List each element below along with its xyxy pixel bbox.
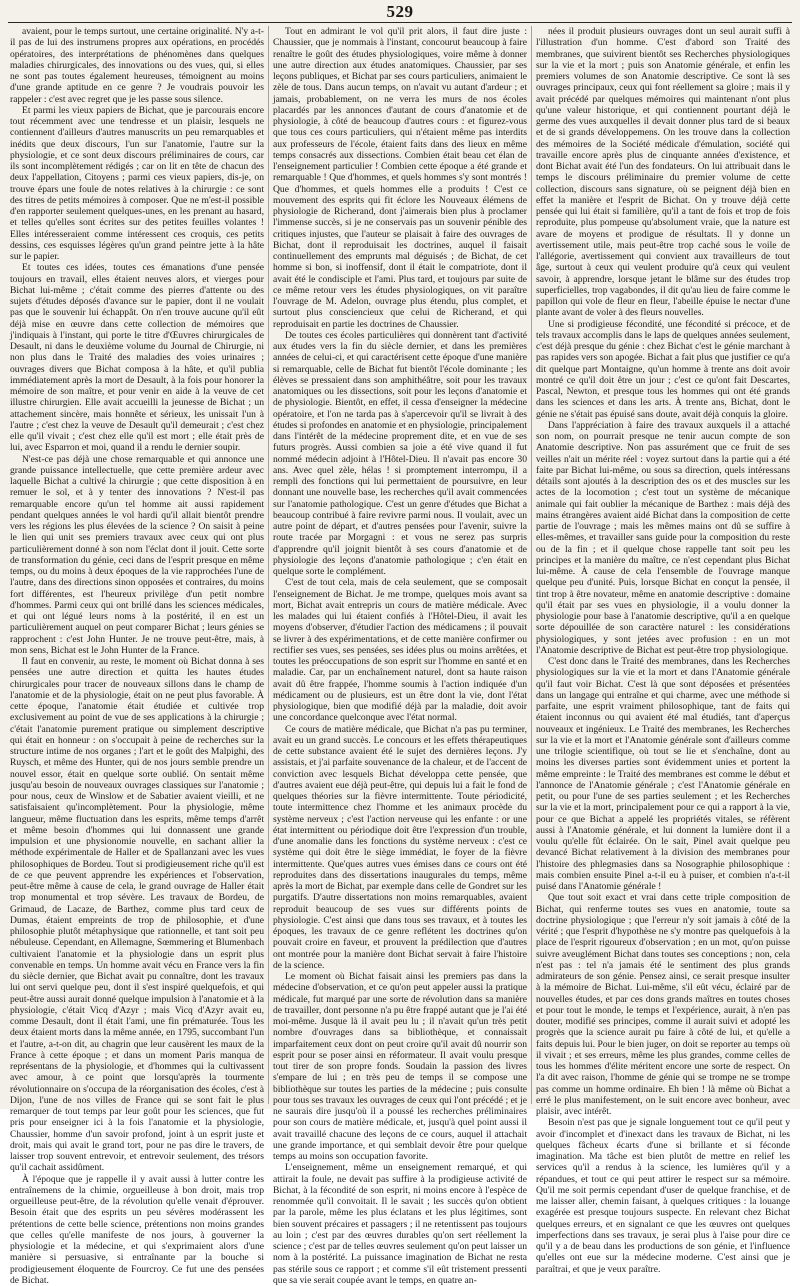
paragraph: Le moment où Bichat faisait ainsi les premiers pas dans la médecine d'observation, et ce qu'on peut appeler aussi la pratique médicale, fut marqué par une sorte de révolution dans sa manière de travailler, dont personne n'a pu être frappé autant que je l'ai été moi-même. Jusque là il avait peu lu ; il n'avait qu'un très petit nombre d'ouvrages dans sa bibliothèque, et connaissait imparfaitement ceux dont on peut croire qu'il avait dû nourrir son esprit pour se poser ainsi en réformateur. Il avait voulu presque tout tirer de son propre fonds. Soudain la passion des livres s'empare de lui ; en très peu de temps il se compose une bibliothèque sur toutes les parties de la médecine ; puis consulte pour tous ses travaux les ouvrages de ceux qui l'ont précédé ; et je ne saurais dire jusqu'où il a poussé les recherches préliminaires pour son cours de matière médicale, et, jusqu'à quel point aussi il avait travaillé chacune des leçons de ce cours, auquel il attachait une grande importance, et qui semblait devoir être pour quelque temps au moins son occupation favorite.: [273, 971, 527, 1162]
paragraph: Besoin n'est pas que je signale longuement tout ce qu'il peut y avoir d'incomplet et d'inexact dans les travaux de Bichat, ni les quelques fâcheux écarts d'une si brillante et si féconde imagination. Ma tâche est bien plutôt de mettre en relief les services qu'il a rendus à la science, les lumières qu'il y a répandues, et tout ce qui peut attirer le respect sur sa mémoire. Qu'il me soit permis cependant d'user de quelque franchise, et de me laisser aller, chemin faisant, à quelques critiques : la louange exagérée est presque toujours suspecte. En relevant chez Bichat quelques erreurs, et en signalant ce que les œuvres ont quelques imperfections dans ses travaux, je serai plus à l'aise pour dire ce qu'il y a de beau dans les productions de son génie, et l'influence qu'elles ont eue sur la médecine moderne. C'est ainsi que je paraîtrai, et que je veux paraître.: [536, 1117, 790, 1275]
paragraph: Une si prodigieuse fécondité, une fécondité si précoce, et de tels travaux accomplis dans le laps de quelques années seulement, c'est déjà presque du génie : chez Bichat c'est le génie marchant à pas rapides vers son apogée. Bichat a fait plus que justifier ce qu'a dit quelque part Montaigne, qu'un homme à trente ans doit avoir montré ce qu'il doit être un jour ; c'est ce qu'ont fait Descartes, Pascal, Newton, et presque tous les hommes qui ont été grands dans les sciences et dans les arts. À trente ans, Bichat, dont le génie ne s'était pas épuisé sans doute, avait déjà conquis la gloire.: [536, 319, 790, 420]
column-divider: [268, 26, 269, 1104]
paragraph: L'enseignement, même un enseignement remarqué, et qui attirait la foule, ne devait pas suffire à la prodigieuse activité de Bichat, à la fécondité de son esprit, ni moins encore à l'espèce de renommée qu'il convoitait. Il le savait ; les succès qu'on obtient par la parole, même les plus éclatans et les plus légitimes, sont bien souvent précaires et passagers ; il ne retentissent pas toujours au loin ; c'est par des œuvres durables qu'on sert réellement la science ; c'est par de telles œuvres seulement qu'on peut laisser un nom à la postérité. La puissance imagination de Bichat ne resta pas stérile sous ce rapport ; et comme s'il eût tristement pressenti que sa vie serait coupée avant le temps, en quatre an-: [273, 1162, 527, 1286]
paragraph: nées il produit plusieurs ouvrages dont un seul aurait suffi à l'illustration d'un homme. C'est d'abord son Traité des membranes, que suivirent bientôt ses Recherches physiologiques sur la vie et la mort ; puis son Anatomie générale, et enfin les premiers volumes de son Anatomie descriptive. Ce sont là ses ouvrages principaux, ceux qui font réellement sa gloire ; mais il y avait précédé par quelques mémoires qui maintenant n'ont plus qu'une valeur historique, et qui contiennent pourtant déjà le germe des vues auxquelles il devait donner plus tard de si beaux et de si grands développemens. On les trouve dans la collection des mémoires de la Société médicale d'émulation, société qui travaille encore après plus de cinquante années d'existence, et dont Bichat avait été l'un des fondateurs. On lui attribuait dans le temps le discours préliminaire du premier volume de cette collection, discours sans signature, où se peignent déjà bien en effet la manière et l'esprit de Bichat. On y trouve déjà cette pensée qui lui était si familière, qu'il a tant de fois et trop de fois reproduite, plus pompeuse qu'absolument vraie, que la nature est avare de moyens et prodigue de résultats. Il y donne un avertissement utile, mais peut-être trop caché sous le voile de l'allégorie, avertissement qui convient aux travailleurs de tout âge, surtout à ceux qui veulent produire qu'à ceux qui veulent savoir, à apprendre, lorsque jetant le blâme sur des études trop superficielles, trop vagabondes, il dit qu'au lieu de faire comme le papillon qui vole de fleur en fleur, l'abeille épuise le nectar d'une plante avant de voler à des fleurs nouvelles.: [536, 26, 790, 319]
paragraph: C'est de tout cela, mais de cela seulement, que se composait l'enseignement de Bichat. Je me trompe, quelques mois avant sa mort, Bichat avait entrepris un cours de matière médicale. Avec les malades qui lui étaient confiés à l'Hôtel-Dieu, il avait les moyens d'observer, d'étudier l'action des médicamens ; il pouvait se livrer à des expérimentations, et de cette manière confirmer ou rectifier ses vues, ses pensées, ses idées plus ou moins arrêtées, et toutes les préoccupations de son esprit sur l'homme en santé et en maladie. Car, par un enchaînement naturel, dont sa haute raison avait dû être frappée, l'homme soumis à l'action indiquée d'un médicament ou de plusieurs, est un être dont la vie, dont l'état physiologique, bien que modifié déjà par la maladie, doit avoir une concordance quelconque avec l'état normal.: [273, 577, 527, 723]
text-column-right: [536, 26, 790, 1104]
page-number: 529: [0, 2, 800, 22]
paragraph: Ce cours de matière médicale, que Bichat n'a pas pu terminer, avait eu un grand succès. Le concours et les effets thérapeutiques de cette substance avaient été le sujet des dernières leçons. J'y assistais, et j'ai parfaite souvenance de la chaleur, et de l'accent de conviction avec lesquels Bichat développa cette pensée, que d'autres avaient eue déjà peut-être, qui depuis lui a fait le fond de quelques théories sur la fièvre intermittente. Toute périodicité, toute intermittence chez l'homme et les animaux procède du système nerveux ; c'est l'action nerveuse qui les enfante : or une état intermittent ou périodique doit être l'expression d'un trouble, d'une anomalie dans les fonctions du système nerveux : c'est ce système qui doit être le siège immédiat, le foyer de la fièvre intermittente. Que'ques autres vues émises dans ce cours ont été reproduites dans des dissertations inaugurales du temps, même après la mort de Bichat, par exemple dans celle de Gondret sur les purgatifs. D'autre dissertations non moins remarquables, avaient reproduit beaucoup de ses vues sur différents points de physiologie. C'est ainsi que dans tous ses travaux, et à toutes les époques, les travaux de ce genre reflétent les doctrines qu'on pouvait croire en faveur, et prouvent la prédilection que d'autres ont montrée pour la manière dont Bichat servait à faire l'histoire de la science.: [273, 724, 527, 972]
paragraph: À l'époque que je rappelle il y avait aussi à lutter contre les entraînemens de la chimie, orgueilleuse à bon droit, mais trop orgueilleuse peut-être, de la révolution qu'elle venait d'éprouver. Besoin était que des esprits un peu sévères modérassent les prétentions de cette belle science, prétentions non moins grandes que celles qu'elle manifeste de nos jours, à gouverner la physiologie et la médecine, et qui s'exprimaient alors d'une manière si persuasive, si entraînante par la bouche si prodigieusement éloquente de Fourcroy. Ce fut une des pensées de Bichat.: [10, 1174, 264, 1286]
paragraph: C'est donc dans le Traité des membranes, dans les Recherches physiologiques sur la vie et la mort et dans l'Anatomie générale qu'il faut voir Bichat. C'est là que sont déposées et présentées dans un langage qui entraîne et qui charme, avec une méthode si parfaite, une esprit vraiment philosophique, tant de faits qui étaient inconnus ou qui avaient été mal étudiés, tant d'aperçus nouveaux et ingénieux. Le Traité des membranes, les Recherches sur la vie et la mort et l'Anatomie générale sont d'ailleurs comme une trilogie scientifique, où tout se lie et s'enchaîne, dont au moins les diverses parties sont évidemment unies et portent la même empreinte : le Traité des membranes est comme le début et l'annonce de l'Anatomie générale ; c'est l'Anatomie générale en petit, ou pour l'une de ses parties seulement ; et les Recherches sur la vie et la mort, principalement pour ce qui a rapport à la vie, pour ce que Bichat a appelé les propriétés vitales, se réfèrent aussi à l'Anatomie générale, et lui donnent la lumière dont il a voulu qu'elle fût éclairée. On le sait, Pinel avait quelque peu devancé Bichat relativement à la division des membranes pour l'histoire des phlegmasies dans sa Nosographie philosophique : mais combien ensuite Pinel a-t-il eu à puiser, et combien n'a-t-il puisé dans l'Anatomie générale !: [536, 656, 790, 892]
column-divider: [531, 26, 532, 1104]
paragraph: Il faut en convenir, au reste, le moment où Bichat donna à ses pensées une autre direction et quitta les hautes études chirurgicales pour tracer de nouveaux sillons dans le champ de l'anatomie et de la physiologie, était on ne peut plus favorable. À cette époque, l'anatomie était étudiée et cultivée trop exclusivement au point de vue de ses applications à la chirurgie ; c'était l'anatomie purement pratique ou simplement descriptive qui était en honneur : on s'occupait à peine de recherches sur la structure intime de nos organes ; l'art et le goût des Malpighi, des Ruysch, et même des Hunter, qui de nos jours semble prendre un nouvel essor, était en quelque sorte oublié. On sentait même jusqu'au besoin de nouveaux ouvrages classiques sur l'anatomie ; pour nous, ceux de Winslow et de Sabatier avaient vieilli, et ne satisfaisaient qu'incomplètement. Pour la physiologie, même langueur, même fluctuation dans les esprits, même temps d'arrêt et même besoin d'hommes qui lui donnassent une grande impulsion et une physionomie nouvelle, en sachant allier la méthode expérimentale de Haller et de Spallanzani avec les vues philosophiques de Bordeu. Tout si prodigieusement riche qu'il est de ce que peuvent apprendre les expériences et l'observation, peut-être même à cause de cela, le grand ouvrage de Haller était trop monumental et trop sévère. Les travaux de Bordeu, de Grimaud, de Lacaze, de Barthez, comme plus tard ceux de Dumas, étaient empreints de trop de philosophie, et d'une philosophie plutôt métaphysique que rationnelle, et tant soit peu nébuleuse. Cependant, en Allemagne, Sœmmering et Blumenbach cultivaient l'anatomie et la physiologie dans un esprit plus convenable en temps. Un homme avait vécu en France vers la fin du siècle dernier, que Bichat avait pu connaître, dont les travaux lui ont servi quelque peu, dont il s'est inspiré quelquefois, et qui peut-être aussi aurait donné quelque impulsion à l'anatomie et à la physiologie, c'était Vicq d'Azyr ; mais Vicq d'Azyr avait eu, comme Desault, dont il était l'ami, une fin prématurée. Tous les deux étaient morts dans la même année, en 1795, succombant l'un et l'autre, a-t-on dit, au chagrin que leur causèrent les maux de la France à cette époque ; et dans un moment Paris manqua de représentans de la physiologie, et d'hommes qui la cultivassent avec amour, à ce point que lorsqu'après la tourmente révolutionnaire on s'occupa de la réorganisation des écoles, c'est à Dijon, l'une de nos villes de France qui se sont fait le plus remarquer de tout temps par leur goût pour les sciences, que fut pris pour enseigner ici à la fois l'anatomie et la physiologie, Chaussier, homme d'un savoir profond, joint à un esprit juste et droit, mais qui avait le grand tort, pour ne pas dire le travers, de laisser trop souvent entrevoir, et entrevoir seulement, des trésors qu'il cachait assidûment.: [10, 656, 264, 1174]
text-column-left: [10, 26, 264, 1104]
paragraph: Et toutes ces idées, toutes ces émanations d'une pensée toujours en travail, elles étaient neuves alors, et vierges pour Bichat lui-même ; c'était comme des pierres d'attente ou des sujets d'études déposés d'avance sur le papier, dont il ne voulait pas que le souvenir lui échappât. On n'en trouve aucune qu'il eût déjà mise en œuvre dans cette collection de mémoires que j'indiquais à l'instant, qui porte le titre d'Œuvres chirurgicales de Desault, ni dans le deuxième volume du Journal de Chirurgie, ni non plus dans le Traité des maladies des voies urinaires ; ouvrages divers que Bichat composa à la hâte, et qu'il publia immédiatement après la mort de Desault, à la fois pour honorer la mémoire de son maître, et pour venir en aide à la veuve de cet illustre chirurgien. Elle avait accueilli la jeunesse de Bichat ; un attachement sincère, mais honnête et sérieux, les unissait l'un à l'autre ; c'est chez la veuve de Desault qu'il demeurait ; c'est chez elle qu'il vivait ; c'est chez elle qu'il est mort ; elle était près de lui, avec Esparron et moi, quand il a rendu le dernier soupir.: [10, 262, 264, 453]
paragraph: De toutes ces écoles particulières qui donnèrent tant d'activité aux études vers la fin du siècle dernier, et dans les premières années de celui-ci, et qui caractérisent cette époque d'une manière si remarquable, celle de Bichat fut bientôt l'école dominante ; les élèves se pressaient dans son amphithéâtre, soit pour les travaux anatomiques ou les dissections, soit pour les leçons d'anatomie et de physiologie. Bientôt, en effet, il cessa d'enseigner la médecine opératoire, et l'on ne tarda pas à s'apercevoir qu'il se livrait à des études si profondes en anatomie et en physiologie, principalement dans l'intérêt de la médecine proprement dite, et en vue de ses futurs progrès. Aussi combien sa joie a été vive quand il fut nommé médecin adjoint à l'Hôtel-Dieu. Il n'avait pas encore 30 ans. Avec quel zèle, hélas ! si promptement interrompu, il a rempli des fonctions qui lui permettaient de poursuivre, en leur donnant une nouvelle base, les recherches qu'il avait commencées sur l'anatomie pathologique. C'est un genre d'études que Bichat a beaucoup contribué à faire revivre parmi nous. Il voulait, avec un autre point de départ, et d'autres pensées pour l'avenir, suivre la route tracée par Morgagni : et vous ne serez pas surpris d'apprendre qu'il joignit bientôt à ses cours d'anatomie et de physiologie des leçons d'anatomie pathologique ; c'en était en quelque sorte le complément.: [273, 330, 527, 578]
header-rule: [8, 22, 792, 23]
paragraph: avaient, pour le temps surtout, une certaine originalité. N'y a-t-il pas de lui des instrumens propres aux opérations, en procédés opératoires, des interprétations de phénomènes dans quelques maladies chirurgicales, des innovations ou des vues, qui, si elles ne sont pas toutes également heureuses, témoignent au moins d'une grande aptitude en ce genre ? Je voudrais pouvoir les rappeler : c'est avec regret que je les passe sous silence.: [10, 26, 264, 105]
paragraph: Tout en admirant le vol qu'il prit alors, il faut dire juste : Chaussier, que je nommais à l'instant, concourut beaucoup à faire renaître le goût des études physiologiques, voire même à donner une autre direction aux études anatomiques. Chaussier, par ses leçons publiques, et Bichat par ses cours particuliers, animaient le zèle de tous. Dans aucun temps, on n'avait vu autant d'ardeur ; et jamais, probablement, on ne verra les murs de nos écoles placardés par les annonces d'autant de cours d'anatomie et de physiologie, à côté de beaucoup d'autres cours : et figurez-vous que tous ces cours particuliers, qui n'étaient même pas interdits aux professeurs de l'école, étaient faits dans des lieux en même temps consacrés aux dissections. Combien était beau cet élan de l'enseignement particulier ! Combien cette époque a été grande et remarquable ! Que d'hommes, et quels hommes s'y sont montrés ! Que d'hommes, et quels hommes elle a produits ! C'est ce mouvement des esprits qui fit éclore les Nouveaux élémens de physiologie de Richerand, dont j'aimerais bien plus à proclamer l'immense succès, si je ne conservais pas un souvenir pénible des critiques injustes, que l'auteur se plaisait à faire des ouvrages de Bichat, dont il reproduisait les doctrines, auquel il faisait continuellement des emprunts mal déguisés ; de Bichat, de cet homme si bon, si inoffensif, dont il était le compatriote, dont il avait été le condisciple et l'ami. Plus tard, et toujours par suite de ce même retour vers les études physiologiques, on vit paraître l'ouvrage de M. Adelon, ouvrage plus étendu, plus complet, et surtout plus consciencieux que celui de Richerand, et qui reproduisait en partie les doctrines de Chaussier.: [273, 26, 527, 330]
paragraph: Dans l'appréciation à faire des travaux auxquels il a attaché son nom, on pourrait presque ne tenir aucun compte de son Anatomie descriptive. Non pas assurément que ce fruit de ses veilles n'ait un mérite réel : voyez surtout dans la partie qui a été faite par Bichat lui-même, ou sous sa direction, quels intéressans détails sont ajoutés à la description des os et des muscles sur les actes de la locomotion ; c'est tout un système de mécanique animale qui fait oublier la mécanique de Barthez : mais déjà des mains étrangères avaient aidé Bichat dans la composition de cette partie de l'ouvrage ; mais les mêmes mains ont dû se suffire à elles-mêmes, et travailler sans guide pour la composition du reste ou de la fin ; et il quelque chose rappelle tant soit peu les principes et la manière du maître, ce n'est cependant plus Bichat lui-même. À cause de cela l'ensemble de l'ouvrage manque quelque peu d'unité. Puis, lorsque Bichat en conçut la pensée, il tint trop à être novateur, même en anatomie descriptive : domaine qu'il était par ses vues en physiologie, il a voulu donner la physiologie pour base à l'anatomie descriptive, qu'il a en quelque sorte dépouillée de son caractère naturel : les considérations physiologiques, y sont jetées avec profusion : en un mot l'Anatomie descriptive de Bichat est peut-être trop physiologique.: [536, 420, 790, 656]
text-column-middle: [273, 26, 527, 1104]
paragraph: Que tout soit exact et vrai dans cette triple composition de Bichat, qui renferme toutes ses vues en anatomie, toute sa doctrine physiologique ; que l'erreur n'y soit jamais à côté de la vérité ; que l'esprit d'hypothèse ne s'y montre pas quelquefois à la place de l'esprit rigoureux d'observation ; en un mot, qu'on puisse suivre aveuglément Bichat dans toutes ses conceptions ; non, cela n'est pas : tel n'a jamais été le sentiment des plus grands admirateurs de son génie. Pensez ainsi, ce serait presque insulter à la mémoire de Bichat. Lui-même, s'il eût vécu, éclairé par de nouvelles études, et par ces dons grands maîtres en toutes choses et pour tout le monde, le temps et l'expérience, aurait, à n'en pas douter, modifié ses principes, comme il aurait suivi et adopté les progrès que la science aurait pu faire à côté de lui, et qu'elle a faits depuis lui. Pour le bien juger, on doit se reporter au temps où il vivait ; et ses erreurs, même les plus grandes, comme celles de tous les hommes d'élite méritent encore une sorte de respect. On l'a dit avec raison, l'homme de génie qui se trompe ne se trompe pas comme un homme ordinaire. Eh bien ! là même où Bichat a erré le plus manifestement, on le suit encore avec bonheur, avec plaisir, avec intérêt.: [536, 892, 790, 1117]
paragraph: N'est-ce pas déjà une chose remarquable et qui annonce une grande puissance intellectuelle, que cette première ardeur avec laquelle Bichat a cultivé la chirurgie ; que cette disposition à en remuer le sol, et à y tenter des innovations ? N'est-il pas remarquable encore qu'un tel homme ait aussi rapidement pendant quelques années le vol hardi qu'il allait bientôt prendre vers les régions les plus élevées de la science ? On saisit à peine le lien qui unit ses premiers travaux avec ceux qui ont plus particulièrement donné à son nom l'éclat dont il jouit. Cette sorte de transformation du génie, ceci dans de l'esprit presque en même temps, ou du moins à deux époques de la vie rapprochées l'une de l'autre, dans des directions sinon opposées et contraires, du moins fort différentes, est l'heureux privilège d'un petit nombre d'hommes. Parmi ceux qui ont brillé dans les sciences médicales, et qui ont légué leurs noms à la postérité, il en est un particulièrement auquel on peut comparer Bichat ; leurs génies se rapprochent : c'est John Hunter. Je ne trouve peut-être, mais, à mon sens, Bichat est le John Hunter de la France.: [10, 454, 264, 657]
paragraph: Et parmi les vieux papiers de Bichat, que je parcourais encore tout récemment avec une tendresse et un plaisir, lesquels ne contiennent d'ailleurs d'autres manuscrits un peu remarquables et inédits que deux discours, l'un sur l'anatomie, l'autre sur la physiologie, et ce sont deux discours préliminaires de cours, car ils sont incomplètement rédigés ; car on lit en tête de chacun des deux l'appellation, Citoyens ; parmi ces vieux papiers, dis-je, on trouve épars une foule de notes relatives à la chirurgie : ce sont des titres de petits mémoires à composer. Que ne m'est-il possible d'en rapporter seulement quelques-unes, en les prenant au hasard, et telles qu'elles sont écrites sur des petites feuilles volantes ! Elles intéresseraient comme intéressent ces croquis, ces petits dessins, ces esquisses légères qu'un grand peintre jette à la hâte sur le papier.: [10, 105, 264, 263]
